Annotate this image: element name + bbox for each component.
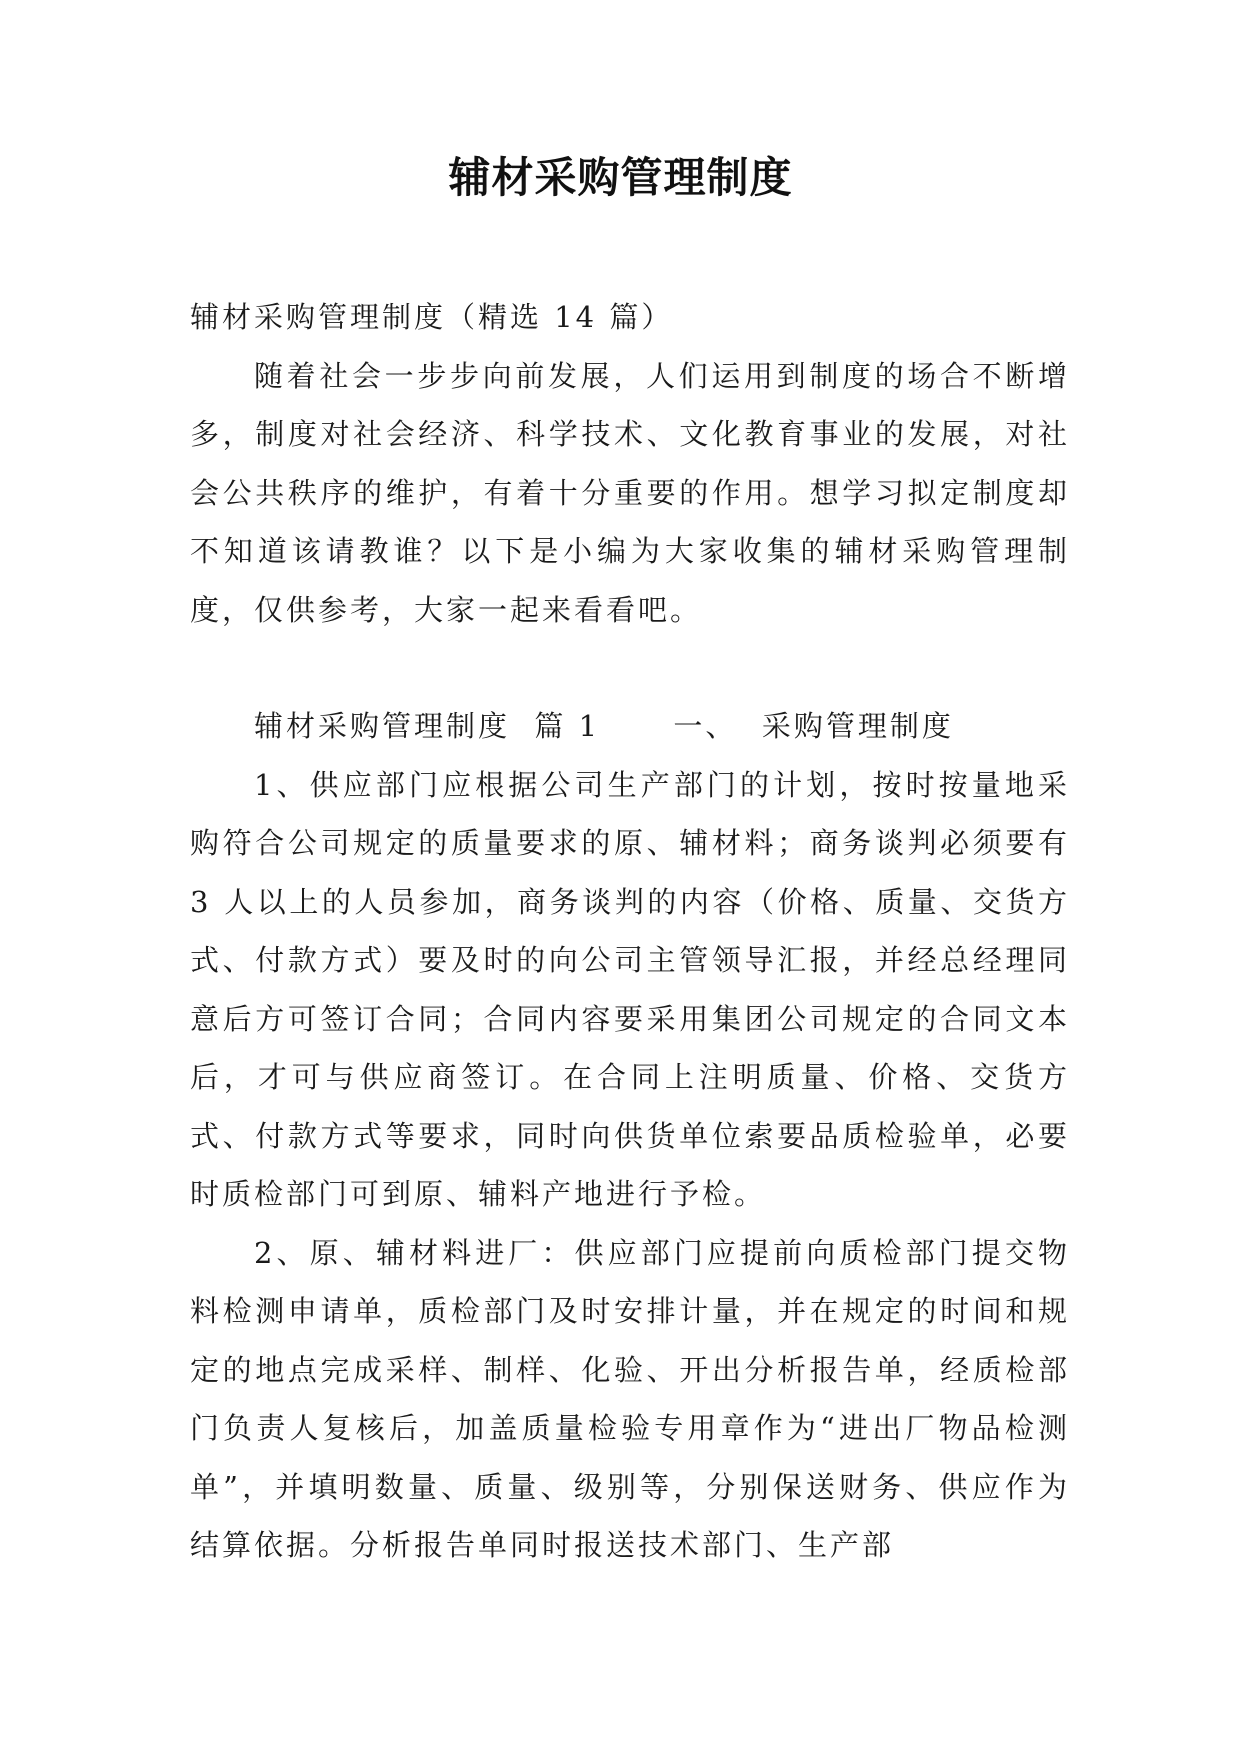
body-paragraph-1: 1、供应部门应根据公司生产部门的计划，按时按量地采购符合公司规定的质量要求的原、辅材料；商务谈判必须要有 3 人以上的人员参加，商务谈判的内容（价格、质量、交货方式、付款方式）要及时的向公司主管领导汇报，并经总经理同意后方可签订合同；合同内容要采用集团公司规定的合同文本后，才可与供应商签订。在合同上注明质量、价格、交货方式、付款方式等要求，同时向供货单位索要品质检验单，必要时质检部门可到原、辅料产地进行予检。 — [190, 767, 1070, 1211]
intro-paragraph: 随着社会一步步向前发展，人们运用到制度的场合不断增多，制度对社会经济、科学技术、文化教育事业的发展，对社会公共秩序的维护，有着十分重要的作用。想学习拟定制度却不知道该请教谁？以下是小编为大家收集的辅材采购管理制度，仅供参考，大家一起来看看吧。 — [190, 358, 1070, 627]
paragraph-spacer — [190, 639, 1070, 697]
document-subtitle: 辅材采购管理制度（精选 14 篇） — [190, 300, 674, 334]
section-heading: 辅材采购管理制度 篇 1 一、 采购管理制度 — [254, 709, 954, 743]
document-body — [190, 288, 1070, 1575]
body-paragraph-2: 2、原、辅材料进厂：供应部门应提前向质检部门提交物料检测申请单，质检部门及时安排计量，并在规定的时间和规定的地点完成采样、制样、化验、开出分析报告单，经质检部门负责人复核后，加盖质量检验专用章作为“进出厂物品检测单”，并填明数量、质量、级别等，分别保送财务、供应作为结算依据。分析报告单同时报送技术部门、生产部 — [190, 1235, 1070, 1562]
document-title: 辅材采购管理制度 — [448, 153, 793, 202]
